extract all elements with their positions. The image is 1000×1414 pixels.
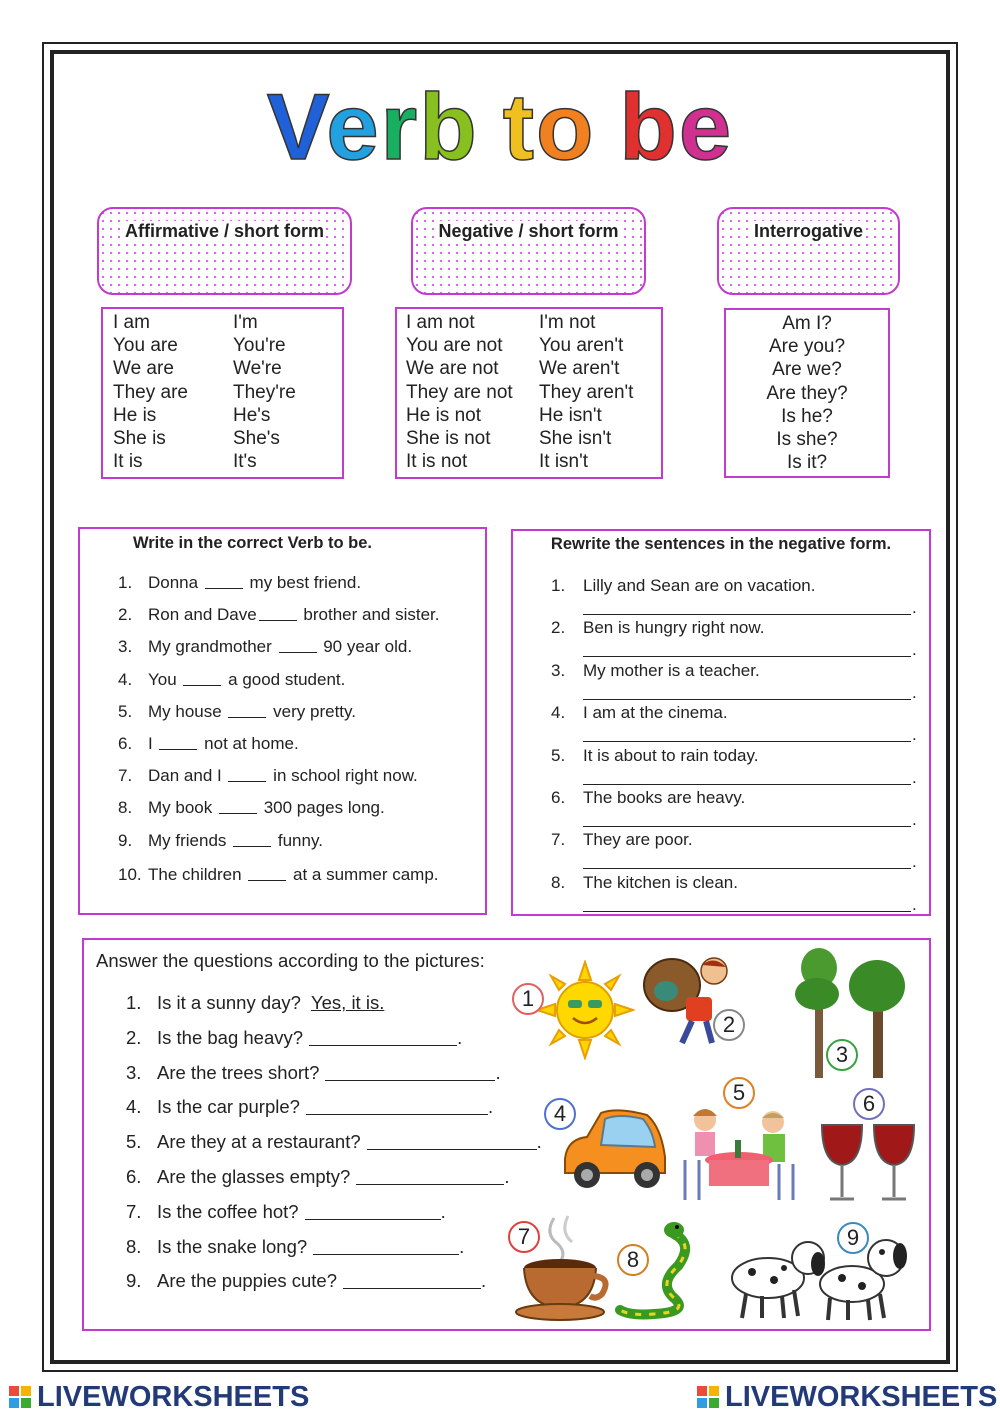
picture-question-item [126,1270,486,1292]
fill-in-blank-input[interactable] [183,670,221,686]
fill-in-text-after: a good student. [223,669,346,689]
fill-in-number: 4. [118,669,133,689]
negative-number: 8. [551,872,566,892]
fill-in-blank-input[interactable] [159,734,197,750]
negative-sentence: I am at the cinema. [583,703,728,723]
interrogative-header [717,207,900,295]
fill-in-item [118,766,418,786]
affirmative-full-form: They are [113,381,188,403]
exercise-negative-box [511,529,931,916]
fill-in-number: 6. [118,734,133,753]
fill-in-text-before: I [148,734,158,753]
fill-in-blank-input[interactable] [248,865,286,881]
interrogative-row: Are you? [768,336,846,358]
picture-answer-period: . [459,1235,465,1257]
interrogative-row: Am I? [782,313,832,334]
fill-in-text-before: Dan and I [148,766,227,786]
picture-answer-input[interactable] [343,1270,481,1289]
picture-answer-period: . [495,1061,501,1083]
fill-in-text-before: My house [148,701,227,721]
affirmative-full-form: He is [113,404,157,426]
affirmative-row [113,311,342,334]
negative-row [406,311,661,334]
negative-number: 2. [551,618,566,638]
negative-full-form: You are not [406,335,503,357]
fill-in-number: 8. [118,798,133,818]
fill-in-text-after: in school right now. [268,766,418,786]
negative-answer-line[interactable] [583,741,911,742]
interrogative-row: Are they? [766,382,848,404]
exercise-fill-in-box [78,527,487,915]
picture-question-text: Is the car purple? [157,1096,300,1118]
footer-brand-left: LIVEWORKSHEETS [37,1381,310,1413]
negative-answer-period: . [912,640,917,660]
affirmative-row [113,357,342,380]
negative-item [551,576,816,596]
picture-number-badge: 7 [508,1221,540,1253]
negative-answer-period: . [912,725,917,745]
picture-question-number: 2. [126,1026,142,1048]
negative-item [551,788,745,808]
fill-in-blank-input[interactable] [259,605,297,621]
negative-sentence: The kitchen is clean. [583,872,738,892]
negative-header-label: Negative / short form [438,221,619,241]
negative-answer-line[interactable] [583,656,911,657]
fill-in-item [118,670,345,690]
negative-answer-period: . [912,598,917,617]
restaurant-couple-picture [677,1100,803,1204]
picture-question-number: 5. [126,1131,142,1153]
fill-in-text-after: my best friend. [244,573,362,592]
negative-answer-period: . [912,682,917,702]
fill-in-number: 10. [118,864,142,884]
fill-in-text-before: Donna [148,573,203,592]
fill-in-blank-input[interactable] [233,831,271,847]
negative-item [551,618,764,638]
fill-in-blank-input[interactable] [228,702,266,718]
page-title [0,72,1000,182]
picture-question-text: Is the coffee hot? [157,1200,299,1222]
picture-question-item [126,1201,446,1223]
fill-in-number: 5. [118,701,133,721]
negative-full-form: They are not [406,381,513,403]
liveworksheets-logo-icon [9,1386,33,1410]
picture-question-text: Is the snake long? [157,1235,308,1257]
negative-full-form: We are not [406,358,499,380]
picture-question-item [126,1166,509,1188]
fill-in-number: 9. [118,830,133,850]
affirmative-full-form: I am [113,312,150,333]
negative-answer-line[interactable] [583,784,911,785]
title-letter: e [326,74,381,179]
fill-in-item [118,605,440,625]
negative-sentence: Lilly and Sean are on vacation. [583,576,816,595]
fill-in-text-before: My friends [148,830,232,850]
negative-sentence: Ben is hungry right now. [583,618,765,638]
fill-in-item [118,798,385,818]
affirmative-table [101,307,344,479]
negative-sentence: The books are heavy. [583,788,746,807]
picture-question-text: Are the glasses empty? [157,1166,351,1187]
negative-sentence: It is about to rain today. [583,745,759,765]
picture-question-number: 9. [126,1270,142,1292]
affirmative-header [97,207,352,295]
picture-question-number: 1. [126,992,142,1013]
wine-glasses-picture [818,1117,922,1205]
picture-answer-period: . [536,1131,542,1153]
fill-in-text-before: My book [148,798,217,818]
picture-question-number: 3. [126,1061,142,1083]
picture-question-text: Is it a sunny day? [157,992,301,1013]
affirmative-short-form: They're [233,381,296,403]
negative-item [551,830,693,850]
affirmative-row [113,334,342,357]
negative-item [551,661,760,681]
affirmative-row [113,381,342,404]
affirmative-row [113,450,342,473]
fill-in-text-before: The children [148,864,247,884]
negative-item [551,873,738,893]
picture-question-item [126,1027,462,1049]
negative-short-form: It isn't [539,451,589,473]
negative-answer-line[interactable] [583,614,911,615]
affirmative-row [113,427,342,450]
fill-in-text-before: Ron and Dave [148,605,257,625]
interrogative-header-label: Interrogative [753,221,864,241]
negative-full-form: It is not [406,451,468,473]
negative-answer-line[interactable] [583,911,911,912]
picture-question-item [126,1062,501,1084]
picture-answer-input[interactable] [305,1201,441,1220]
picture-question-item [126,1131,542,1153]
footer-brand-right: LIVEWORKSHEETS [725,1381,998,1413]
negative-row [406,450,661,473]
negative-row [406,381,661,404]
title-letter: o [536,74,596,179]
affirmative-short-form: It's [233,451,257,473]
affirmative-short-form: We're [233,358,282,380]
picture-number-badge: 8 [617,1244,649,1276]
fill-in-number: 2. [118,605,133,625]
negative-number: 4. [551,703,566,723]
negative-short-form: She isn't [539,428,612,450]
picture-answer-input[interactable] [313,1236,459,1255]
title-letter: t [502,74,536,179]
affirmative-full-form: It is [113,451,143,473]
negative-header [411,207,646,295]
negative-item [551,746,758,766]
negative-row [406,334,661,357]
negative-answer-period: . [912,767,917,787]
picture-number-badge: 2 [713,1009,745,1041]
fill-in-number: 1. [118,573,133,592]
negative-answer-period: . [912,810,917,829]
picture-number-badge: 6 [853,1088,885,1120]
negative-number: 1. [551,576,566,595]
fill-in-text-after: at a summer camp. [288,864,439,884]
picture-question-text: Is the bag heavy? [157,1026,304,1048]
picture-question-item [126,1236,464,1258]
picture-answer-input[interactable] [306,1096,488,1115]
fill-in-text-before: You [148,669,182,689]
picture-answer-input[interactable] [367,1131,537,1150]
interrogative-row: Are we? [772,359,842,381]
negative-short-form: They aren't [539,381,634,403]
negative-answer-line[interactable] [583,868,911,869]
fill-in-blank-input[interactable] [279,637,317,653]
picture-number-badge: 4 [544,1098,576,1130]
interrogative-table [724,308,890,478]
title-letter: V [266,74,327,179]
picture-answer-input[interactable] [325,1062,495,1081]
fill-in-text-after: very pretty. [268,701,356,721]
fill-in-text-after: funny. [273,830,323,850]
picture-number-badge: 9 [837,1222,869,1254]
affirmative-full-form: You are [113,335,178,357]
footer-logo-right [697,1381,997,1414]
fill-in-text-after: brother and sister. [298,605,440,625]
fill-in-number: 7. [118,766,133,786]
negative-short-form: He isn't [539,404,602,426]
picture-number-badge: 1 [512,983,544,1015]
picture-question-text: Are the puppies cute? [157,1270,337,1292]
affirmative-header-label: Affirmative / short form [124,221,325,241]
fill-in-item [118,702,356,722]
fill-in-number: 3. [118,637,133,657]
picture-answer-input[interactable] [356,1166,504,1185]
picture-question-item [126,1096,493,1118]
fill-in-item [118,637,412,657]
sun-picture [535,960,635,1060]
fill-in-text-after: 90 year old. [318,637,413,657]
negative-full-form: She is not [406,428,491,450]
fill-in-item [118,573,361,593]
picture-answer-period: . [504,1166,510,1187]
negative-number: 7. [551,830,566,850]
negative-item [551,703,728,723]
negative-row [406,357,661,380]
affirmative-full-form: She is [113,428,166,450]
negative-sentence: They are poor. [583,830,693,850]
exercise-negative-title: Rewrite the sentences in the negative form. [550,535,892,553]
picture-number-badge: 5 [723,1077,755,1109]
negative-number: 6. [551,788,566,807]
picture-answer-example: Yes, it is. [310,992,385,1013]
picture-answer-period: . [481,1270,487,1292]
fill-in-item [118,865,439,885]
exercise-fill-in-title: Write in the correct Verb to be. [132,534,372,552]
negative-answer-line[interactable] [583,826,911,827]
fill-in-text-after: not at home. [199,734,299,753]
liveworksheets-logo-icon [697,1386,721,1410]
picture-answer-period: . [487,1096,494,1118]
fill-in-item [118,734,299,754]
picture-question-text: Are the trees short? [157,1061,320,1083]
negative-number: 3. [551,660,566,680]
picture-question-number: 6. [126,1166,142,1187]
negative-full-form: I am not [406,312,475,333]
footer-logo-left [9,1381,309,1414]
affirmative-short-form: You're [233,335,286,357]
fill-in-text-after: 300 pages long. [258,798,385,818]
fill-in-blank-input[interactable] [228,766,266,782]
picture-answer-period: . [440,1200,446,1222]
interrogative-row: Is she? [776,429,838,451]
picture-question-number: 7. [126,1200,142,1222]
negative-short-form: I'm not [539,312,596,333]
affirmative-row [113,404,342,427]
interrogative-row: Is it? [786,452,828,474]
fill-in-item [118,831,323,851]
picture-answer-period: . [457,1026,463,1048]
picture-question-item [126,992,384,1014]
exercise-pictures-title: Answer the questions according to the pictures: [96,950,485,971]
negative-sentence: My mother is a teacher. [583,660,760,680]
negative-answer-period: . [912,852,917,872]
affirmative-short-form: She's [233,428,280,450]
negative-answer-period: . [912,894,917,914]
fill-in-blank-input[interactable] [205,573,243,589]
affirmative-full-form: We are [113,358,174,380]
affirmative-short-form: He's [233,404,271,426]
negative-short-form: You aren't [539,335,624,357]
dalmatian-puppies-picture [722,1228,918,1322]
picture-answer-input[interactable] [309,1027,457,1046]
negative-short-form: We aren't [539,358,620,380]
title-letter: e [678,74,734,179]
negative-row [406,404,661,427]
title-letter: b [619,74,679,179]
title-letter: r [380,74,420,179]
interrogative-row: Is he? [781,405,833,427]
picture-question-number: 4. [126,1096,142,1118]
negative-table [395,307,663,479]
negative-answer-line[interactable] [583,699,911,700]
fill-in-text-before: My grandmother [148,637,277,657]
picture-number-badge: 3 [826,1039,858,1071]
negative-full-form: He is not [406,404,481,426]
affirmative-short-form: I'm [233,312,258,333]
fill-in-blank-input[interactable] [219,798,257,814]
negative-row [406,427,661,450]
negative-number: 5. [551,745,566,765]
title-letter: b [419,74,479,179]
picture-question-number: 8. [126,1235,142,1257]
picture-question-text: Are they at a restaurant? [157,1131,361,1153]
